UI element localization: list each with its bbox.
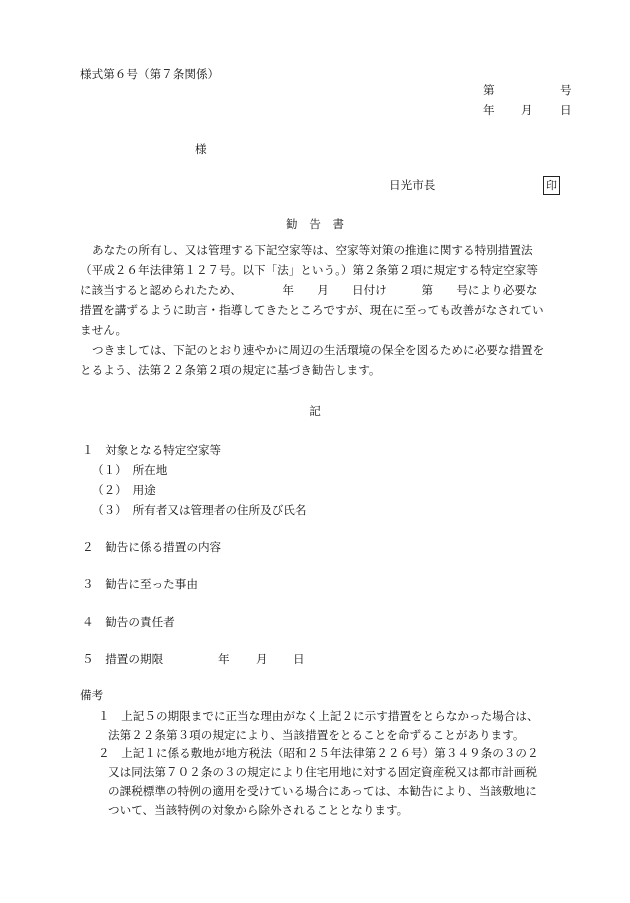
item-5-month: 月: [256, 652, 268, 666]
item-5-day: 日: [293, 652, 305, 666]
date-day: 日: [560, 103, 572, 117]
addressee-sama: 様: [195, 142, 207, 156]
sender-name: 日光市長: [389, 178, 436, 192]
item-5: ５ 措置の期限: [82, 652, 164, 666]
body-line: あなたの所有し、又は管理する下記空家等は、空家等対策の推進に関する特別措置法: [92, 243, 533, 257]
remark-line: 又は同法第７０２条の３の規定により住宅用地に対する固定資産税又は都市計画税: [108, 765, 537, 779]
number-dai: 第: [483, 83, 495, 97]
date-month: 月: [521, 103, 533, 117]
body-line: つきましては、下記のとおり速やかに周辺の生活環境の保全を図るために必要な措置を: [92, 343, 545, 357]
item-4: ４ 勧告の責任者: [82, 615, 175, 629]
item-1: １ 対象となる特定空家等: [82, 443, 222, 457]
form-number: 様式第６号（第７条関係）: [80, 67, 220, 81]
remark-line: ２ 上記１に係る敷地が地方税法（昭和２５年法律第２２６号）第３４９条の３の２: [98, 746, 539, 760]
remarks-heading: 備考: [80, 688, 104, 702]
number-go: 号: [560, 83, 572, 97]
remark-line: の課税標準の特例の適用を受けている場合にあっては、本勧告により、当該敷地に: [108, 784, 537, 798]
body-line: とるよう、法第２２条第２項の規定に基づき勧告します。: [80, 363, 381, 377]
ki-heading: 記: [309, 404, 321, 418]
body-line: に該当すると認められたため、 年 月 日付け 第 号により必要な: [80, 283, 538, 297]
remark-line: 法第２２条第３項の規定により、当該措置をとることを命ずることがあります。: [108, 728, 525, 742]
seal-mark: 印: [543, 176, 560, 195]
item-2: ２ 勧告に係る措置の内容: [82, 540, 222, 554]
item-1-2: （２） 用途: [92, 483, 156, 497]
item-5-year: 年: [218, 652, 230, 666]
body-line: ません。: [80, 323, 128, 337]
body-line: （平成２６年法律第１２７号。以下「法」という。）第２条第２項に規定する特定空家等: [80, 263, 538, 277]
document-title: 勧 告 書: [286, 217, 344, 231]
item-3: ３ 勧告に至った事由: [82, 577, 198, 591]
item-1-3: （３） 所有者又は管理者の住所及び氏名: [92, 503, 307, 517]
body-line: 措置を講ずるように助言・指導してきたところですが、現在に至っても改善がなされてい: [80, 303, 544, 317]
remark-line: ついて、当該特例の対象から除外されることとなります。: [108, 803, 409, 817]
remark-line: １ 上記５の期限までに正当な理由がなく上記２に示す措置をとらなかった場合は、: [98, 709, 539, 723]
date-year: 年: [483, 103, 495, 117]
item-1-1: （１） 所在地: [92, 463, 168, 477]
